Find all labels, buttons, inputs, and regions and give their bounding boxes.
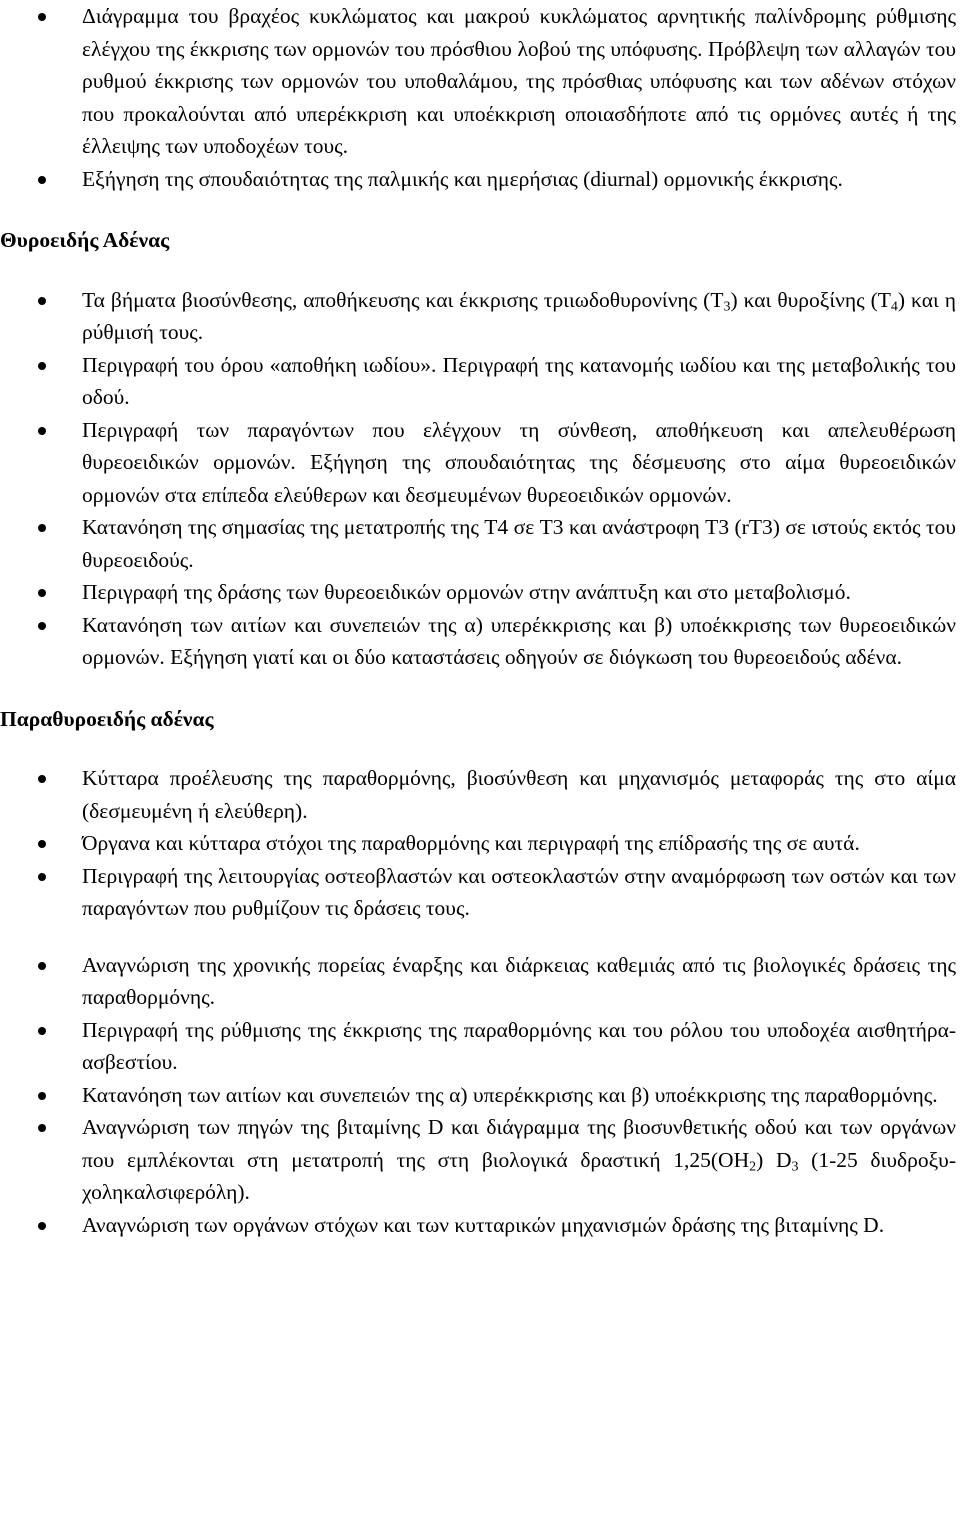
item-text: Τα βήματα βιοσύνθεσης, αποθήκευσης και έκκρισης τριιωδοθυρονίνης (T <box>82 287 724 312</box>
list-item: Αναγνώριση της χρονικής πορείας έναρξης και διάρκειας καθεμιάς από τις βιολογικές δράσεις της παραθορμόνης. <box>0 949 956 1014</box>
thyroid-list <box>0 284 956 674</box>
section-heading-parathyroid: Παραθυροειδής αδένας <box>0 706 214 731</box>
item-text: ) D <box>756 1147 792 1172</box>
list-item <box>0 1111 956 1209</box>
intro-list <box>0 0 956 195</box>
list-item: Αναγνώριση των οργάνων στόχων και των κυτταρικών μηχανισμών δράσης της βιταμίνης D. <box>0 1209 956 1242</box>
list-item: Εξήγηση της σπουδαιότητας της παλμικής και ημερήσιας (diurnal) ορμονικής έκκρισης. <box>0 163 956 196</box>
parathyroid-list-1 <box>0 762 956 925</box>
item-text: (1-25 διυδροξυ-χοληκαλσιφερόλη). <box>82 1147 956 1204</box>
list-item: Περιγραφή του όρου «αποθήκη ιωδίου». Περιγραφή της κατανομής ιωδίου και της μεταβολικής του οδού. <box>0 349 956 414</box>
list-item: Περιγραφή της λειτουργίας οστεοβλαστών και οστεοκλαστών στην αναμόρφωση των οστών και των παραγόντων που ρυθμίζουν τις δράσεις τους. <box>0 860 956 925</box>
list-item: Κατανόηση της σημασίας της μετατροπής της T4 σε T3 και ανάστροφη T3 (rT3) σε ιστούς εκτός του θυρεοειδούς. <box>0 511 956 576</box>
list-item: Όργανα και κύτταρα στόχοι της παραθορμόνης και περιγραφή της επίδρασής της σε αυτά. <box>0 827 956 860</box>
parathyroid-list-2 <box>0 949 956 1242</box>
list-item: Κύτταρα προέλευσης της παραθορμόνης, βιοσύνθεση και μηχανισμός μεταφοράς της στο αίμα (δεσμευμένη ή ελεύθερη). <box>0 762 956 827</box>
item-text: ) και η ρύθμισή τους. <box>82 287 956 344</box>
section-heading-thyroid: Θυροειδής Αδένας <box>0 228 170 252</box>
item-text: ) και θυροξίνης (T <box>730 287 891 312</box>
list-item: Κατανόηση των αιτίων και συνεπειών της α) υπερέκκρισης και β) υποέκκρισης της παραθορμόνης. <box>0 1079 956 1112</box>
list-item: Διάγραμμα του βραχέος κυκλώματος και μακρού κυκλώματος αρνητικής παλίνδρομης ρύθμισης ελέγχου της έκκρισης των ορμονών του πρόσθιου λοβού της υπόφυσης. Πρόβλεψη των αλλαγών του ρυθμού έκκρισης των ορμονών του υποθαλάμου, της πρόσθιας υπόφυσης και των αδένων στόχων που προκαλούνται από υπερέκκριση και υποέκκριση οποιασδήποτε από τις ορμόνες αυτές ή της έλλειψης των υποδοχέων τους. <box>0 0 956 163</box>
list-item: Περιγραφή της ρύθμισης της έκκρισης της παραθορμόνης και του ρόλου του υποδοχέα αισθητήρα-ασβεστίου. <box>0 1014 956 1079</box>
subscript: 3 <box>723 298 731 314</box>
list-item: Περιγραφή της δράσης των θυρεοειδικών ορμονών στην ανάπτυξη και στο μεταβολισμό. <box>0 576 956 609</box>
subscript: 2 <box>749 1158 757 1174</box>
list-item: Κατανόηση των αιτίων και συνεπειών της α) υπερέκκρισης και β) υποέκκρισης των θυρεοειδικών ορμονών. Εξήγηση γιατί και οι δύο καταστάσεις οδηγούν σε διόγκωση του θυρεοειδούς αδένα. <box>0 609 956 674</box>
subscript: 4 <box>890 298 898 314</box>
item-text: Αναγνώριση των πηγών της βιταμίνης D και διάγραμμα της βιοσυνθετικής οδού και των οργάνων που εμπλέκονται στη μετατροπή της στη βιολογικά δραστική 1,25(OH <box>82 1115 956 1172</box>
list-item <box>0 284 956 349</box>
subscript: 3 <box>791 1158 799 1174</box>
list-item: Περιγραφή των παραγόντων που ελέγχουν τη σύνθεση, αποθήκευση και απελευθέρωση θυρεοειδικών ορμονών. Εξήγηση της σπουδαιότητας της δέσμευσης στο αίμα θυρεοειδικών ορμονών στα επίπεδα ελεύθερων και δεσμευμένων θυρεοειδικών ορμονών. <box>0 414 956 512</box>
